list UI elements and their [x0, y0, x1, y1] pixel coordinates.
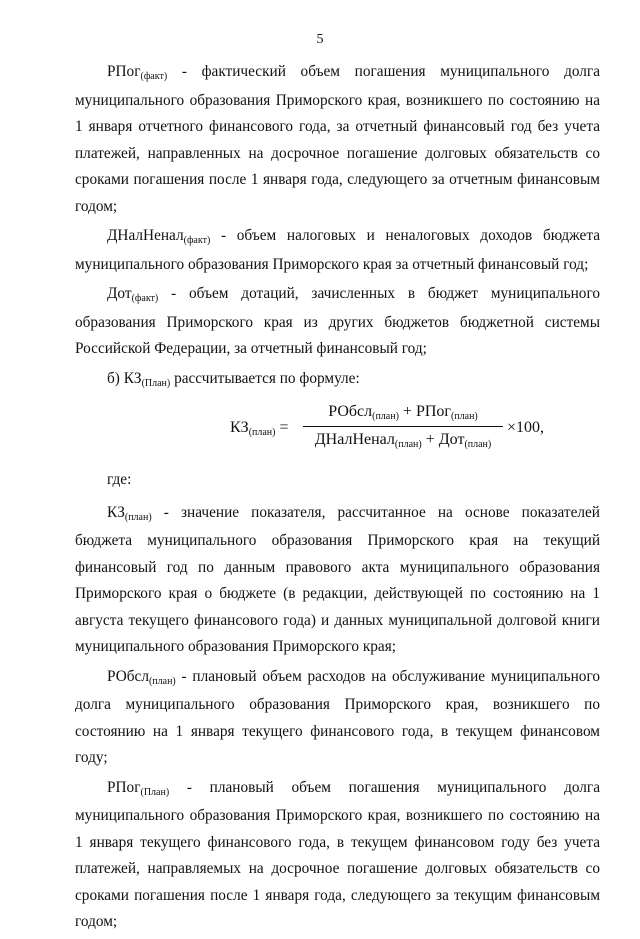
denominator-term: ДНалНенал [314, 431, 395, 448]
paragraph-text: - объем дотаций, зачисленных в бюджет муниципального образования Приморского края из других бюджетов бюджетной системы Российской Федерации, за отчетный финансовый год; [75, 285, 600, 357]
term: РОбсл [107, 667, 149, 685]
term: Дот [107, 285, 132, 302]
numerator-subscript: (план) [450, 411, 478, 422]
paragraph-dot-fact [75, 281, 600, 363]
denominator-subscript: (план) [464, 439, 492, 450]
term-subscript: (факт) [183, 235, 211, 246]
term: РПог [107, 778, 141, 796]
formula-lhs-subscript: (план) [248, 427, 276, 438]
paragraph-kz-plan [75, 500, 600, 661]
term-subscript: (План) [141, 377, 171, 389]
term-subscript: (план) [124, 511, 152, 523]
formula-fraction [303, 401, 503, 453]
term: РПог [107, 63, 141, 80]
denominator-term: Дот [438, 431, 465, 448]
denominator-subscript: (план) [394, 439, 422, 450]
plus-sign: + [398, 403, 416, 420]
paragraph-text: - объем налоговых и неналоговых доходов бюджета муниципального образования Приморского края за отчетный финансовый год; [75, 227, 600, 273]
term: б) КЗ [107, 369, 142, 387]
paragraph-rpog-plan [75, 775, 600, 936]
formula-numerator [303, 401, 503, 427]
paragraph-text: рассчитывается по формуле: [170, 369, 360, 387]
paragraph-dnalnenal-fact [75, 223, 600, 278]
numerator-term: РОбсл [328, 403, 373, 420]
formula-lhs [230, 415, 289, 444]
formula-denominator [303, 427, 503, 453]
formula-equals: = [275, 419, 289, 436]
paragraph-text: - плановый объем расходов на обслуживание муниципального долга муниципального образования Приморского края, возникшего по состоянию на 1 января текущего финансового года, в текущем финансовом году; [75, 667, 600, 766]
paragraph-kz-plan-intro [75, 366, 600, 395]
page-number: 5 [316, 32, 324, 47]
formula-multiplier: ×100, [507, 419, 545, 436]
paragraph-text: - фактический объем погашения муниципального долга муниципального образования Приморского края, возникшего по состоянию на 1 января отчетного финансового года, за отчетный финансовый год без учета платежей, направленных на досрочное погашение долговых обязательств со сроками погашения после 1 января года, следующего за отчетным финансовым годом; [75, 63, 600, 215]
term-subscript: (План) [140, 786, 170, 798]
paragraph-robsl-plan [75, 664, 600, 772]
term-subscript: (факт) [131, 293, 159, 304]
numerator-subscript: (план) [372, 411, 399, 422]
where-label: где: [107, 471, 132, 488]
formula-lhs-symbol: КЗ [230, 419, 249, 436]
plus-sign: + [421, 431, 439, 448]
paragraph-text: - плановый объем погашения муниципального долга муниципального образования Приморского края, возникшего по состоянию на 1 января текущего финансового года, в текущем финансовом году без учета платежей, направляемых на досрочное погашение долговых обязательств со сроками погашения после 1 января года, следующего за текущим финансовым годом; [75, 778, 600, 930]
paragraph-text: - значение показателя, рассчитанное на основе показателей бюджета муниципального образования Приморского края на текущий финансовый год по данным правового акта муниципального образования Приморского края о бюджете (в редакции, действующей по состоянию на 1 августа текущего финансового года) и данных муниципальной долговой книги муниципального образования Приморского края; [75, 503, 600, 655]
term-subscript: (факт) [140, 71, 168, 82]
term-subscript: (план) [148, 675, 176, 687]
document-body [75, 59, 600, 939]
paragraph-rpog-fact [75, 59, 600, 220]
term: КЗ [107, 503, 125, 521]
term: ДНалНенал [107, 227, 184, 244]
numerator-term: РПог [415, 403, 451, 420]
formula [75, 397, 600, 461]
